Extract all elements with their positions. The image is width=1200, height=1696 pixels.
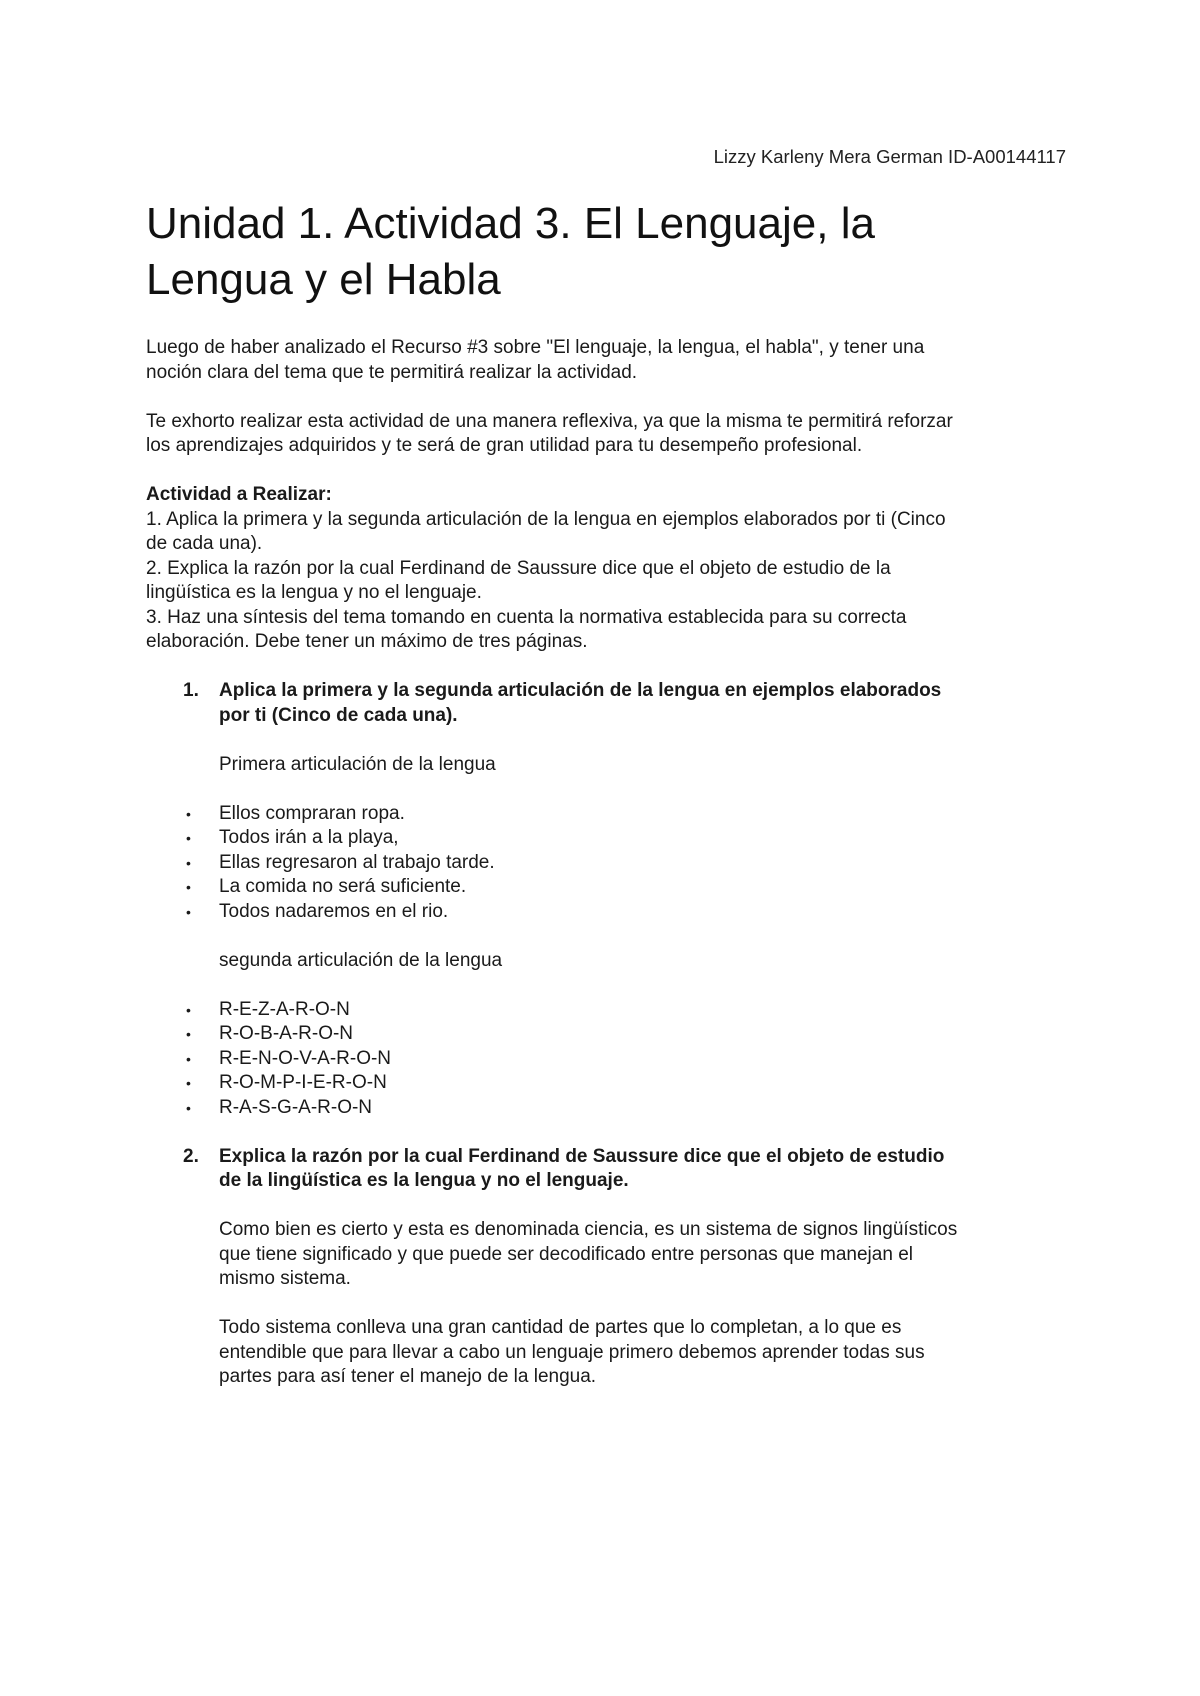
intro-paragraph-1: [146, 336, 1066, 385]
list-item-text: R-E-Z-A-R-O-N: [219, 998, 350, 1020]
first-articulation-label: Primera articulación de la lengua: [219, 753, 496, 775]
list-item: [146, 998, 1066, 1023]
intro-p2-line-2: los aprendizajes adquiridos y te será de gran utilidad para tu desempeño profesional.: [146, 435, 863, 456]
section-1-heading: [146, 679, 1066, 728]
list-item-text: R-O-B-A-R-O-N: [219, 1023, 354, 1044]
paragraph-line: entendible que para llevar a cabo un lenguaje primero debemos aprender todas sus: [219, 1341, 925, 1363]
list-item: [146, 1096, 1066, 1121]
bullet-icon: •: [186, 1026, 191, 1042]
list-item: [146, 851, 1066, 876]
list-item: [146, 875, 1066, 900]
paragraph-line: Todo sistema conlleva una gran cantidad de partes que lo completan, a lo que es: [219, 1317, 902, 1338]
bullet-icon: •: [186, 1075, 191, 1091]
activity-line: 1. Aplica la primera y la segunda articulación de la lengua en ejemplos elaborados por ti (Cinco: [146, 508, 946, 530]
list-item: [146, 826, 1066, 851]
bullet-icon: •: [186, 830, 191, 846]
first-articulation-list: [146, 802, 1066, 925]
document-title: [146, 196, 1066, 308]
activity-heading: Actividad a Realizar:: [146, 484, 332, 505]
bullet-icon: •: [186, 805, 191, 822]
intro-paragraph-2: [146, 410, 1066, 459]
second-articulation-list: [146, 998, 1066, 1121]
paragraph-line: que tiene significado y que puede ser decodificado entre personas que manejan el: [219, 1243, 913, 1265]
paragraph-line: mismo sistema.: [219, 1268, 351, 1289]
list-item: [146, 1071, 1066, 1096]
activity-line: elaboración. Debe tener un máximo de tres páginas.: [146, 631, 588, 652]
activity-line: de cada una).: [146, 533, 263, 554]
list-item-text: La comida no será suficiente.: [219, 876, 467, 897]
list-item-text: Ellas regresaron al trabajo tarde.: [219, 851, 495, 873]
section-2-heading-line-1: Explica la razón por la cual Ferdinand de Saussure dice que el objeto de estudio: [219, 1145, 945, 1167]
activity-line: 2. Explica la razón por la cual Ferdinand de Saussure dice que el objeto de estudio de la: [146, 557, 891, 579]
section-1-heading-line-1: Aplica la primera y la segunda articulación de la lengua en ejemplos elaborados: [219, 680, 942, 701]
intro-p2-line-1: Te exhorto realizar esta actividad de una manera reflexiva, ya que la misma te permitirá reforzar: [146, 410, 953, 432]
activity-line: lingüística es la lengua y no el lenguaje.: [146, 582, 482, 603]
second-articulation-label: segunda articulación de la lengua: [219, 949, 503, 971]
section-1-number: 1.: [183, 680, 199, 701]
title-line-1: Unidad 1. Actividad 3. El Lenguaje, la: [146, 199, 875, 248]
section-2-heading-line-2: de la lingüística es la lengua y no el lenguaje.: [219, 1170, 629, 1191]
section-2-paragraph-1: [146, 1218, 1066, 1292]
paragraph-line: Como bien es cierto y esta es denominada ciencia, es un sistema de signos lingüísticos: [219, 1219, 958, 1240]
paragraph-line: partes para así tener el manejo de la lengua.: [219, 1366, 597, 1387]
bullet-icon: •: [186, 854, 191, 871]
bullet-icon: •: [186, 1050, 191, 1067]
section-2-paragraph-2: [146, 1316, 1066, 1390]
list-item: [146, 1047, 1066, 1072]
list-item-text: Todos nadaremos en el rio.: [219, 900, 449, 922]
list-item: [146, 1022, 1066, 1047]
list-item-text: R-E-N-O-V-A-R-O-N: [219, 1047, 392, 1069]
section-2-heading: [146, 1145, 1066, 1194]
author-id-line: Lizzy Karleny Mera German ID-A00144117: [713, 146, 1066, 167]
activity-line: 3. Haz una síntesis del tema tomando en cuenta la normativa establecida para su correcta: [146, 606, 907, 628]
document-body: [146, 336, 1066, 1390]
list-item: [146, 900, 1066, 925]
section-1-heading-line-2: por ti (Cinco de cada una).: [219, 704, 458, 726]
list-item-text: R-A-S-G-A-R-O-N: [219, 1096, 373, 1118]
title-line-2: Lengua y el Habla: [146, 255, 501, 304]
intro-p1-line-1: Luego de haber analizado el Recurso #3 sobre "El lenguaje, la lengua, el habla", y tener una: [146, 337, 925, 358]
bullet-icon: •: [186, 1099, 191, 1116]
list-item-text: Ellos compraran ropa.: [219, 802, 405, 824]
intro-p1-line-2: noción clara del tema que te permitirá realizar la actividad.: [146, 361, 638, 383]
list-item-text: R-O-M-P-I-E-R-O-N: [219, 1072, 387, 1093]
list-item: [146, 802, 1066, 827]
bullet-icon: •: [186, 903, 191, 920]
bullet-icon: •: [186, 1001, 191, 1018]
bullet-icon: •: [186, 879, 191, 895]
list-item-text: Todos irán a la playa,: [219, 827, 399, 848]
section-2-number: 2.: [183, 1145, 199, 1167]
